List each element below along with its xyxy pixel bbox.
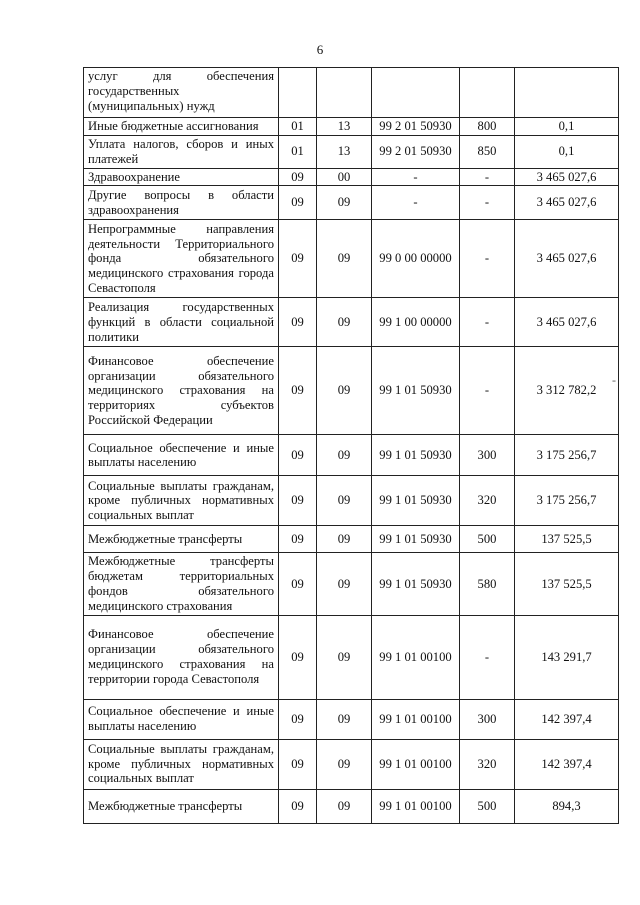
row-vr: - bbox=[460, 298, 515, 347]
row-sum: 0,1 bbox=[515, 136, 619, 169]
row-podrazdel: 13 bbox=[317, 136, 372, 169]
row-name: Финансовое обеспечение организации обязательного медицинского страхования на территории города Севастополя bbox=[84, 615, 279, 699]
row-podrazdel: 13 bbox=[317, 118, 372, 136]
table-row bbox=[84, 789, 619, 823]
row-csr: 99 1 01 00100 bbox=[372, 739, 460, 789]
table-row bbox=[84, 220, 619, 298]
table-row bbox=[84, 435, 619, 476]
row-razdel: 01 bbox=[279, 118, 317, 136]
row-name: Социальное обеспечение и иные выплаты населению bbox=[84, 435, 279, 476]
table-row bbox=[84, 168, 619, 186]
row-vr: - bbox=[460, 168, 515, 186]
row-vr: 320 bbox=[460, 739, 515, 789]
table-row bbox=[84, 476, 619, 526]
row-name: Реализация государственных функций в области социальной политики bbox=[84, 298, 279, 347]
row-razdel: 09 bbox=[279, 476, 317, 526]
row-sum: 0,1 bbox=[515, 118, 619, 136]
row-name: Социальные выплаты гражданам, кроме публичных нормативных социальных выплат bbox=[84, 739, 279, 789]
row-csr: 99 1 01 00100 bbox=[372, 699, 460, 739]
row-razdel: 01 bbox=[279, 136, 317, 169]
row-sum: 143 291,7 bbox=[515, 615, 619, 699]
row-vr: - bbox=[460, 347, 515, 435]
row-podrazdel: 09 bbox=[317, 476, 372, 526]
row-csr: - bbox=[372, 186, 460, 220]
row-podrazdel: 09 bbox=[317, 298, 372, 347]
row-name: Межбюджетные трансферты bbox=[84, 789, 279, 823]
row-vr: 500 bbox=[460, 526, 515, 553]
margin-mark: - bbox=[612, 373, 616, 387]
row-csr: - bbox=[372, 168, 460, 186]
row-vr: 850 bbox=[460, 136, 515, 169]
row-csr: 99 1 01 50930 bbox=[372, 526, 460, 553]
row-csr: 99 1 00 00000 bbox=[372, 298, 460, 347]
row-razdel: 09 bbox=[279, 168, 317, 186]
row-csr: 99 1 01 50930 bbox=[372, 347, 460, 435]
table-row bbox=[84, 699, 619, 739]
row-podrazdel: 09 bbox=[317, 435, 372, 476]
row-sum: 137 525,5 bbox=[515, 526, 619, 553]
row-vr: - bbox=[460, 220, 515, 298]
row-name: Другие вопросы в области здравоохранения bbox=[84, 186, 279, 220]
row-name: Здравоохранение bbox=[84, 168, 279, 186]
row-podrazdel: 09 bbox=[317, 526, 372, 553]
table-row bbox=[84, 136, 619, 169]
table-row bbox=[84, 739, 619, 789]
row-name: услуг для обеспечения государственных (муниципальных) нужд bbox=[84, 68, 279, 118]
row-podrazdel: 00 bbox=[317, 168, 372, 186]
table-row bbox=[84, 118, 619, 136]
table-row bbox=[84, 186, 619, 220]
table-row bbox=[84, 615, 619, 699]
row-podrazdel: 09 bbox=[317, 739, 372, 789]
table-row bbox=[84, 68, 619, 118]
row-vr: 580 bbox=[460, 553, 515, 615]
row-name: Финансовое обеспечение организации обязательного медицинского страхования на территориях субъектов Российской Федерации bbox=[84, 347, 279, 435]
row-sum: 894,3 bbox=[515, 789, 619, 823]
row-name: Социальные выплаты гражданам, кроме публичных нормативных социальных выплат bbox=[84, 476, 279, 526]
row-podrazdel: 09 bbox=[317, 220, 372, 298]
row-sum: 3 175 256,7 bbox=[515, 435, 619, 476]
row-podrazdel: 09 bbox=[317, 186, 372, 220]
row-vr: 300 bbox=[460, 699, 515, 739]
row-name: Непрограммные направления деятельности Территориального фонда обязательного медицинского страхования города Севастополя bbox=[84, 220, 279, 298]
row-razdel: 09 bbox=[279, 699, 317, 739]
page-number: 6 bbox=[316, 42, 324, 57]
row-sum: 3 312 782,2 bbox=[515, 347, 619, 435]
row-sum: 142 397,4 bbox=[515, 739, 619, 789]
row-razdel: 09 bbox=[279, 615, 317, 699]
row-csr: 99 1 01 50930 bbox=[372, 553, 460, 615]
row-sum: 3 465 027,6 bbox=[515, 168, 619, 186]
row-podrazdel: 09 bbox=[317, 789, 372, 823]
row-podrazdel: 09 bbox=[317, 347, 372, 435]
row-csr: 99 1 01 50930 bbox=[372, 476, 460, 526]
row-name: Иные бюджетные ассигнования bbox=[84, 118, 279, 136]
row-razdel bbox=[279, 68, 317, 118]
row-name: Уплата налогов, сборов и иных платежей bbox=[84, 136, 279, 169]
row-csr: 99 1 01 50930 bbox=[372, 435, 460, 476]
row-csr: 99 2 01 50930 bbox=[372, 136, 460, 169]
row-razdel: 09 bbox=[279, 435, 317, 476]
row-vr: - bbox=[460, 186, 515, 220]
table-row bbox=[84, 298, 619, 347]
row-razdel: 09 bbox=[279, 526, 317, 553]
row-sum: 3 465 027,6 bbox=[515, 186, 619, 220]
row-razdel: 09 bbox=[279, 186, 317, 220]
row-sum: 3 465 027,6 bbox=[515, 298, 619, 347]
row-name: Межбюджетные трансферты бюджетам территориальных фондов обязательного медицинского страхования bbox=[84, 553, 279, 615]
row-csr: 99 2 01 50930 bbox=[372, 118, 460, 136]
row-sum: 142 397,4 bbox=[515, 699, 619, 739]
row-csr: 99 1 01 00100 bbox=[372, 615, 460, 699]
row-razdel: 09 bbox=[279, 347, 317, 435]
row-vr: 800 bbox=[460, 118, 515, 136]
table-row bbox=[84, 553, 619, 615]
budget-table-body bbox=[84, 68, 619, 824]
row-sum: 3 175 256,7 bbox=[515, 476, 619, 526]
row-vr: 500 bbox=[460, 789, 515, 823]
row-razdel: 09 bbox=[279, 789, 317, 823]
row-csr: 99 1 01 00100 bbox=[372, 789, 460, 823]
row-razdel: 09 bbox=[279, 553, 317, 615]
table-row bbox=[84, 347, 619, 435]
row-podrazdel: 09 bbox=[317, 699, 372, 739]
budget-table bbox=[83, 67, 619, 824]
row-podrazdel: 09 bbox=[317, 553, 372, 615]
table-row bbox=[84, 526, 619, 553]
row-vr bbox=[460, 68, 515, 118]
row-sum: 3 465 027,6 bbox=[515, 220, 619, 298]
row-csr: 99 0 00 00000 bbox=[372, 220, 460, 298]
row-name: Межбюджетные трансферты bbox=[84, 526, 279, 553]
row-razdel: 09 bbox=[279, 739, 317, 789]
row-podrazdel bbox=[317, 68, 372, 118]
row-sum: 137 525,5 bbox=[515, 553, 619, 615]
row-razdel: 09 bbox=[279, 298, 317, 347]
row-razdel: 09 bbox=[279, 220, 317, 298]
row-vr: 320 bbox=[460, 476, 515, 526]
row-sum bbox=[515, 68, 619, 118]
row-vr: - bbox=[460, 615, 515, 699]
row-podrazdel: 09 bbox=[317, 615, 372, 699]
row-vr: 300 bbox=[460, 435, 515, 476]
row-csr bbox=[372, 68, 460, 118]
row-name: Социальное обеспечение и иные выплаты населению bbox=[84, 699, 279, 739]
